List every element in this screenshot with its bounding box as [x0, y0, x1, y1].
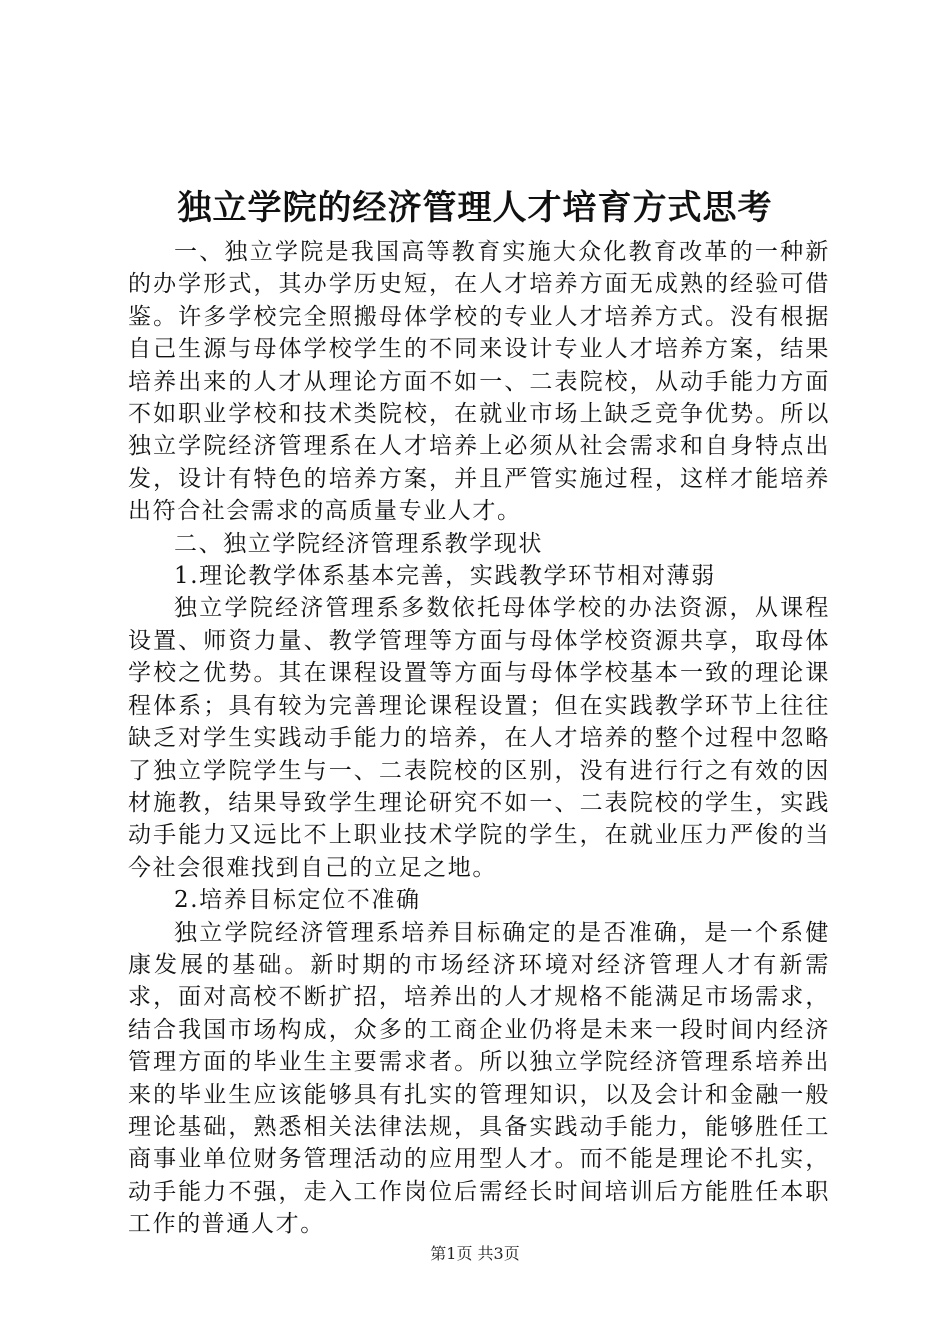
document-body	[128, 236, 830, 1241]
document-title: 独立学院的经济管理人才培育方式思考	[177, 188, 773, 228]
page-number-footer: 第1页 共3页	[430, 1244, 520, 1263]
paragraph-intro: 一、独立学院是我国高等教育实施大众化教育改革的一种新的办学形式，其办学历史短，在人才培养方面无成熟的经验可借鉴。许多学校完全照搬母体学校的专业人才培养方式。没有根据自己生源与母体学校学生的不同来设计专业人才培养方案，结果培养出来的人才从理论方面不如一、二表院校，从动手能力方面不如职业学校和技术类院校，在就业市场上缺乏竞争优势。所以独立学院经济管理系在人才培养上必须从社会需求和自身特点出发，设计有特色的培养方案，并且严管实施过程，这样才能培养出符合社会需求的高质量专业人才。	[128, 239, 830, 525]
subheading-training-goal: 2.培养目标定位不准确	[174, 887, 421, 914]
paragraph-training-goal: 独立学院经济管理系培养目标确定的是否准确，是一个系健康发展的基础。新时期的市场经济环境对经济管理人才有新需求，面对高校不断扩招，培养出的人才规格不能满足市场需求，结合我国市场构成，众多的工商企业仍将是未来一段时间内经济管理方面的毕业生主要需求者。所以独立学院经济管理系培养出来的毕业生应该能够具有扎实的管理知识，以及会计和金融一般理论基础，熟悉相关法律法规，具备实践动手能力，能够胜任工商事业单位财务管理活动的应用型人才。而不能是理论不扎实，动手能力不强，走入工作岗位后需经长时间培训后方能胜任本职工作的普通人才。	[128, 919, 830, 1238]
subheading-theory-practice: 1.理论教学体系基本完善，实践教学环节相对薄弱	[174, 563, 716, 590]
paragraph-theory-practice: 独立学院经济管理系多数依托母体学校的办法资源，从课程设置、师资力量、教学管理等方面与母体学校资源共享，取母体学校之优势。其在课程设置等方面与母体学校基本一致的理论课程体系；具有较为完善理论课程设置；但在实践教学环节上往往缺乏对学生实践动手能力的培养，在人才培养的整个过程中忽略了独立学院学生与一、二表院校的区别，没有进行行之有效的因材施教，结果导致学生理论研究不如一、二表院校的学生，实践动手能力又远比不上职业技术学院的学生，在就业压力严俊的当今社会很难找到自己的立足之地。	[128, 595, 830, 881]
section-heading-status: 二、独立学院经济管理系教学现状	[174, 530, 543, 557]
